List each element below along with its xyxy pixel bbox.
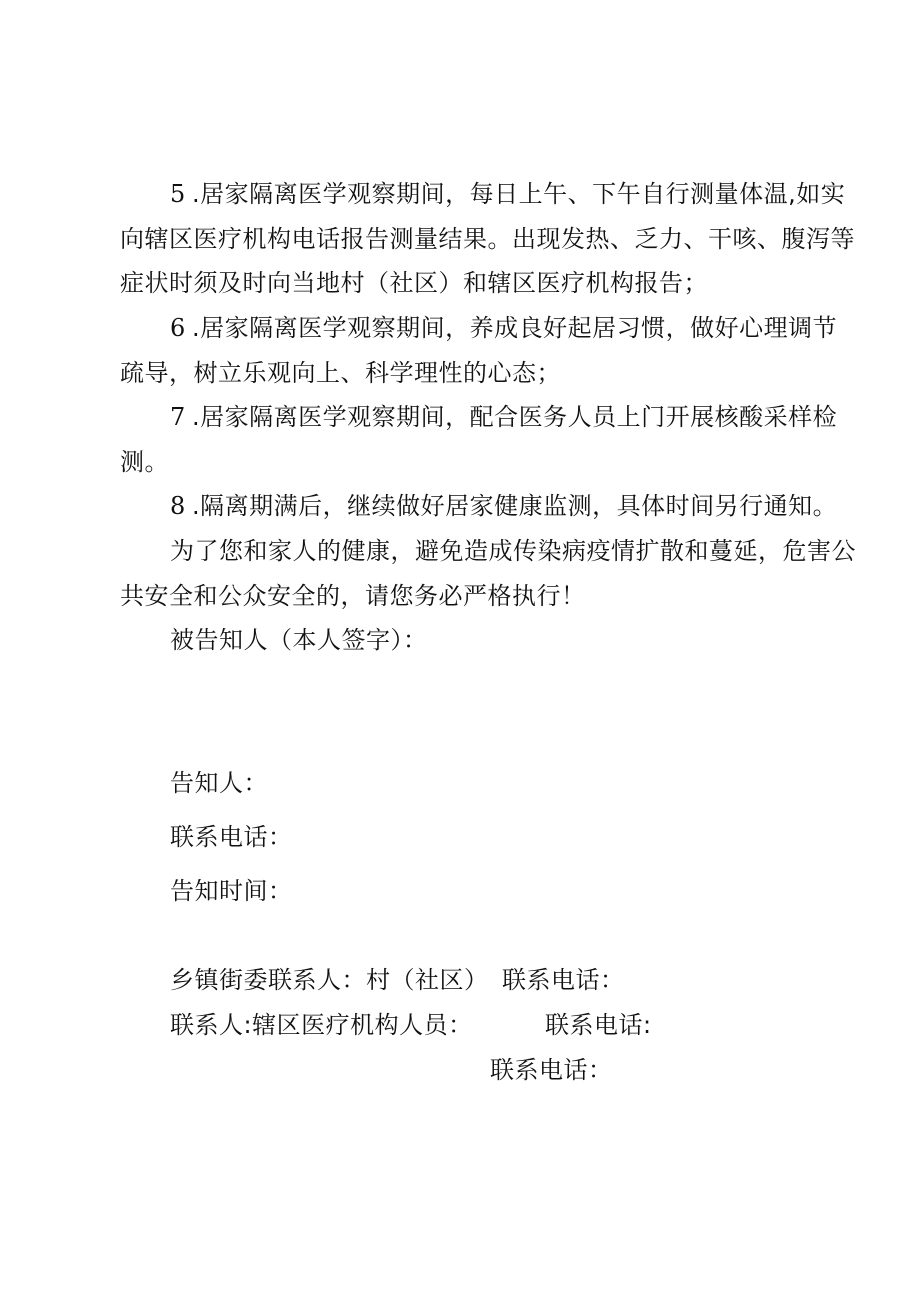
item-8-line-1 [170, 490, 837, 522]
item-7-line-2: 测。 [120, 448, 169, 476]
medical-contact-label: 联系人:辖区医疗机构人员： [170, 1011, 473, 1039]
town-contact-phone-label: 联系电话： [502, 966, 625, 994]
item-7-text: .居家隔离医学观察期间，配合医务人员上门开展核酸采样检 [192, 403, 838, 431]
item-5-text: .居家隔离医学观察期间，每日上午、下午自行测量体温,如实 [192, 180, 846, 208]
item-5-line-2: 向辖区医疗机构电话报告测量结果。出现发热、乏力、干咳、腹泻等 [120, 225, 855, 253]
item-8-number: 8 [170, 492, 186, 520]
item-8-text: .隔离期满后，继续做好居家健康监测，具体时间另行通知。 [192, 492, 838, 520]
closing-line-2: 共安全和公众安全的，请您务必严格执行！ [120, 582, 586, 610]
item-7-number: 7 [170, 403, 186, 431]
notifier-phone-label: 联系电话： [170, 823, 293, 851]
medical-contact-phone-label: 联系电话: [545, 1011, 652, 1039]
item-5-number: 5 [170, 180, 186, 208]
item-6-line-2: 疏导，树立乐观向上、科学理性的心态； [120, 359, 561, 387]
item-7-line-1 [170, 401, 837, 433]
notification-time-label: 告知时间： [170, 877, 293, 905]
extra-contact-phone-label: 联系电话： [490, 1056, 613, 1084]
town-contact-label: 乡镇街委联系人：村（社区） [170, 966, 489, 994]
item-6-text: .居家隔离医学观察期间，养成良好起居习惯，做好心理调节 [192, 314, 838, 342]
item-6-line-1 [170, 312, 837, 344]
notifier-name-label: 告知人： [170, 769, 268, 797]
item-5-line-1 [170, 178, 845, 210]
item-5-line-3: 症状时须及时向当地村（社区）和辖区医疗机构报告； [120, 269, 708, 297]
closing-line-1: 为了您和家人的健康，避免造成传染病疫情扩散和蔓延，危害公 [170, 537, 856, 565]
notified-signature-label: 被告知人（本人签字）： [170, 626, 428, 654]
item-6-number: 6 [170, 314, 186, 342]
